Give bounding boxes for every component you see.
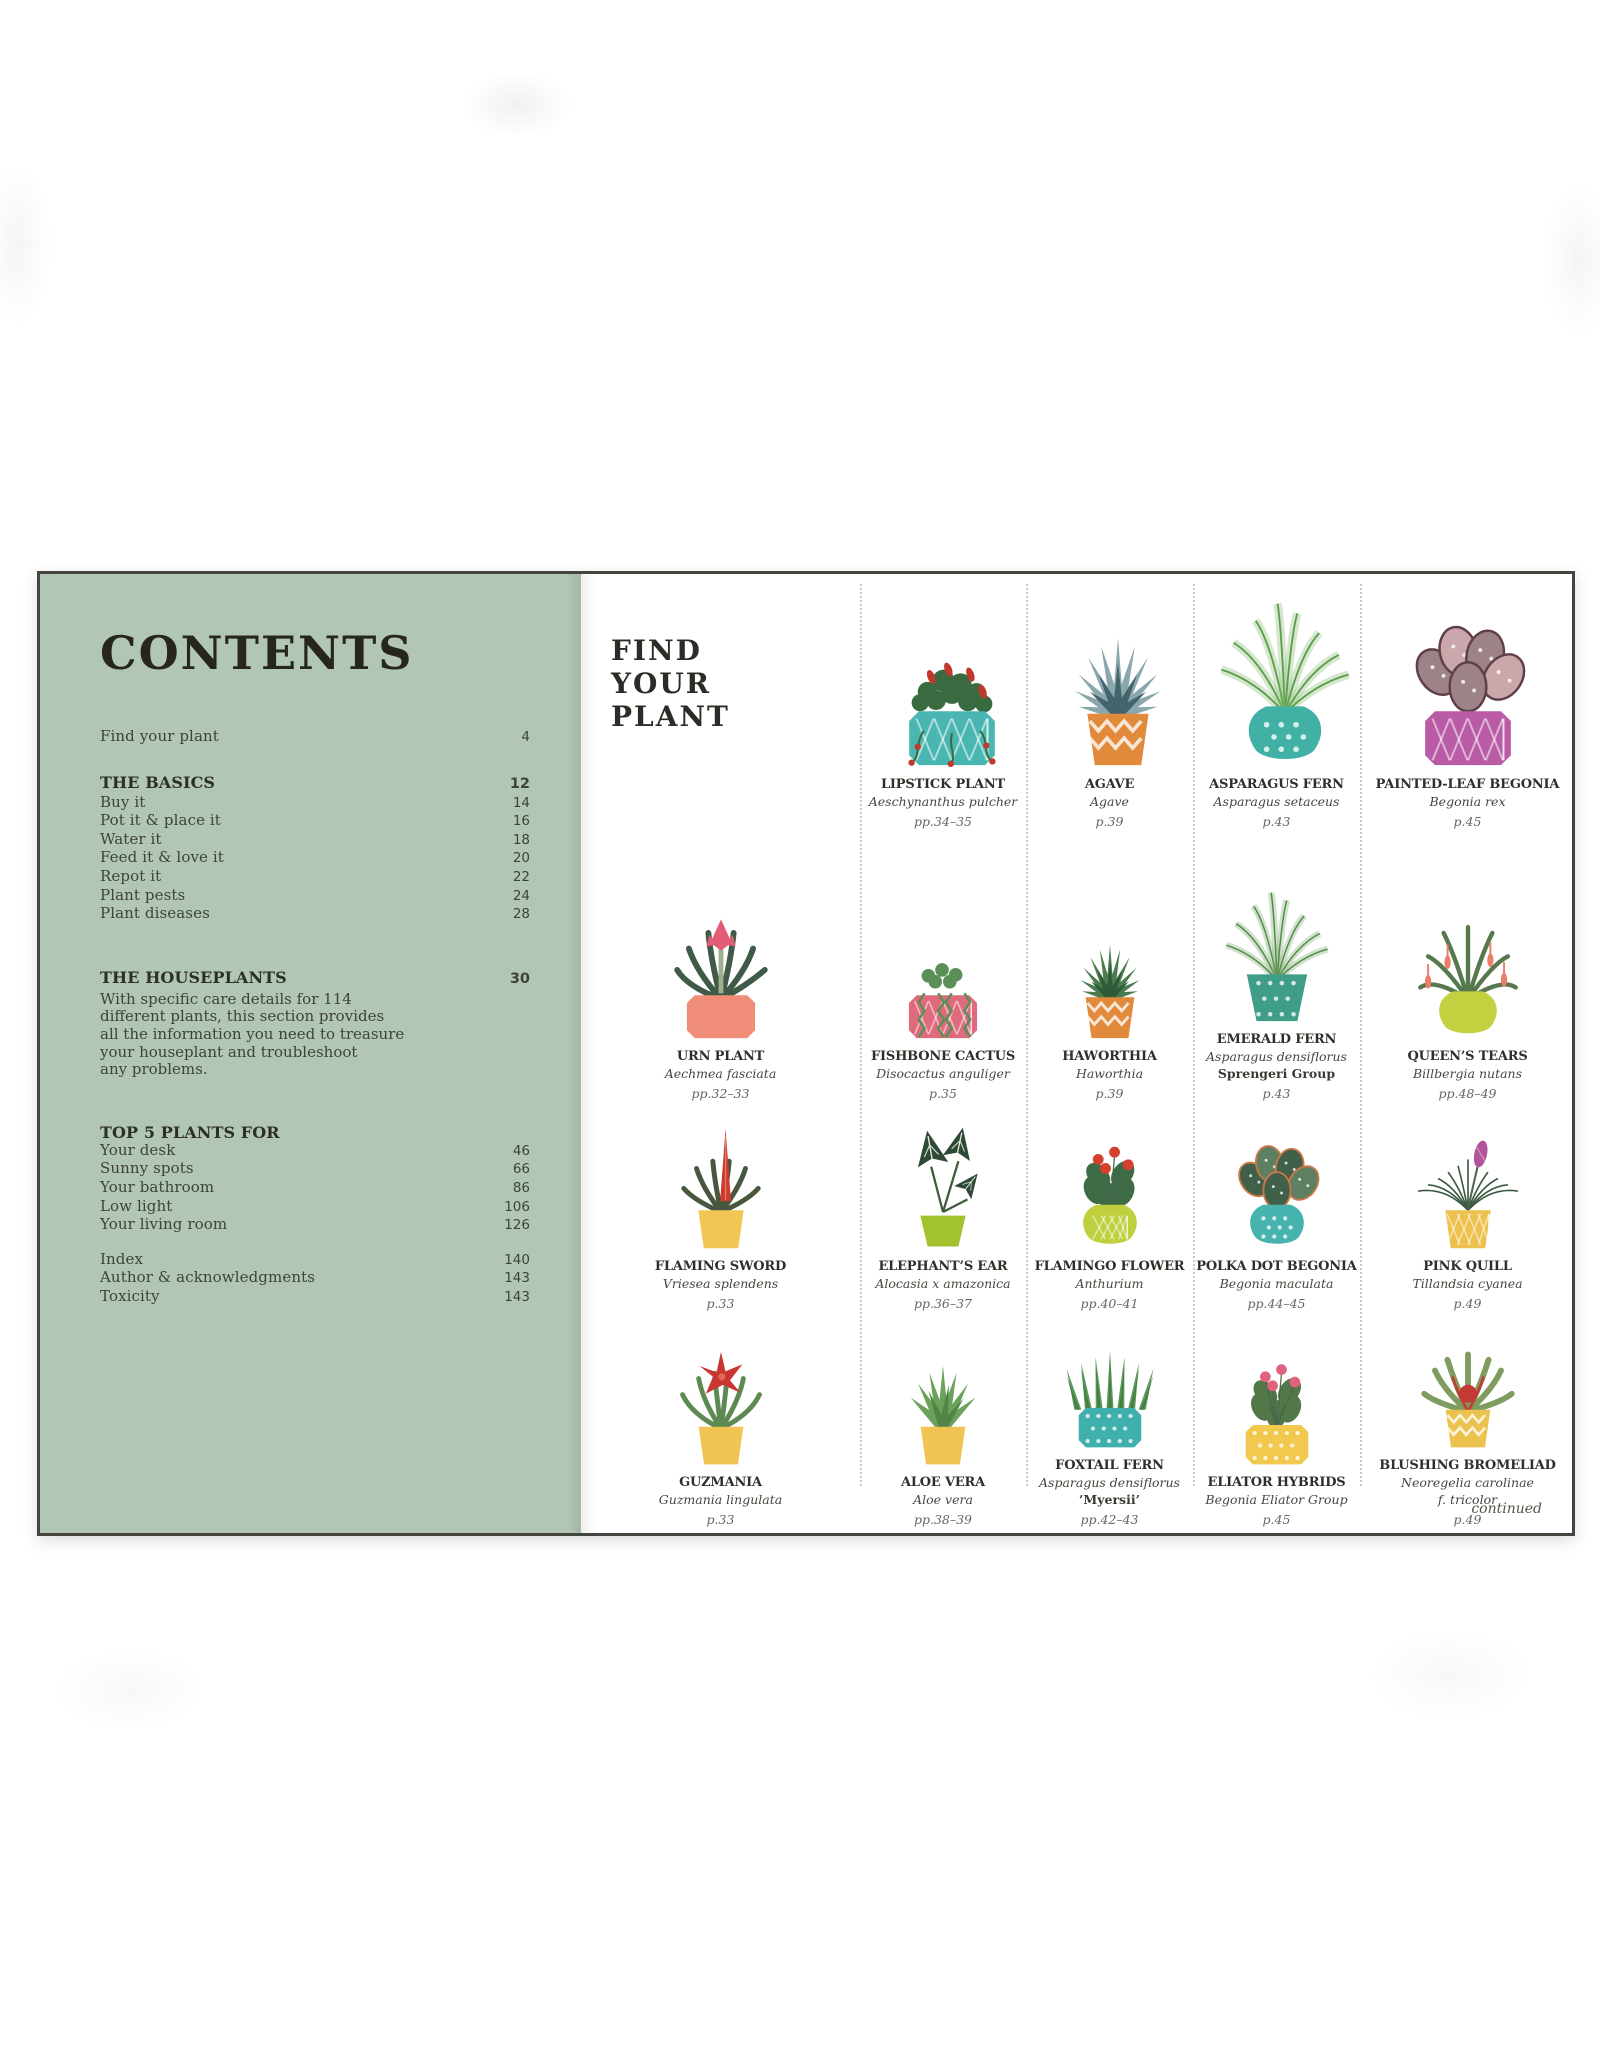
toc-row: [100, 812, 530, 831]
toc-row: [100, 1179, 530, 1198]
plant-latin-name: Anthurium: [1075, 1276, 1144, 1291]
page-title-line: PLANT: [611, 700, 730, 733]
plant-illustration: [1209, 1114, 1345, 1252]
plant-name: ELEPHANT’S EAR: [878, 1259, 1008, 1274]
plant-cell: [1026, 1316, 1193, 1532]
plant-cell: [860, 1106, 1026, 1316]
plant-illustration: [1400, 1114, 1536, 1252]
plant-cell: [1193, 1106, 1360, 1316]
plant-latin-name: Neoregelia carolinae: [1401, 1475, 1534, 1490]
plant-name: FLAMING SWORD: [654, 1259, 787, 1274]
plant-cell: [1360, 1316, 1575, 1532]
plant-illustration: [860, 584, 1044, 770]
toc-row: [100, 794, 530, 813]
plant-page-ref: pp.48–49: [1438, 1086, 1497, 1101]
toc-row: [100, 968, 530, 989]
plant-name: AGAVE: [1084, 777, 1135, 792]
toc-row: [100, 1142, 530, 1161]
plant-name: ASPARAGUS FERN: [1209, 777, 1344, 792]
plant-illustration: [653, 1114, 789, 1252]
toc-page-number: 46: [512, 1142, 530, 1159]
toc-row: [100, 773, 530, 794]
plant-latin-name: Alocasia x amazonica: [875, 1276, 1011, 1291]
plant-page-ref: pp.34–35: [913, 814, 973, 829]
plant-page-ref: p.33: [706, 1512, 735, 1527]
plant-latin-name: Disocactus anguliger: [876, 1066, 1010, 1081]
toc-page-number: 18: [512, 831, 530, 848]
plant-latin-name: Aloe vera: [913, 1492, 973, 1507]
toc-page-number: 143: [504, 1270, 530, 1287]
plant-page-ref: pp.32–33: [691, 1086, 750, 1101]
houseplants-description: [100, 991, 530, 1079]
photo-smudge: [0, 165, 52, 325]
description-line: any problems.: [100, 1060, 208, 1079]
plant-illustration: [1037, 894, 1183, 1042]
plant-name: PAINTED-LEAF BEGONIA: [1375, 777, 1560, 792]
plant-page-ref: pp.44–45: [1247, 1296, 1306, 1311]
plant-illustration: [1043, 1315, 1177, 1451]
plant-page-ref: pp.40–41: [1080, 1296, 1139, 1311]
description-line: all the information you need to treasure: [100, 1024, 405, 1043]
toc-page-number: 140: [504, 1251, 530, 1268]
plant-latin-name: Begonia Eliator Group: [1205, 1492, 1348, 1507]
plant-latin-name: Sprengeri Group: [1217, 1066, 1336, 1081]
toc-label: Find your plant: [100, 727, 219, 745]
plant-name: ALOE VERA: [900, 1475, 986, 1490]
toc-page-number: 28: [512, 906, 530, 923]
plant-name: QUEEN’S TEARS: [1407, 1049, 1528, 1064]
plant-page-ref: p.39: [1095, 1086, 1124, 1101]
plant-cell: [1193, 574, 1360, 834]
plant-illustration: [654, 1332, 788, 1468]
plant-page-ref: p.33: [706, 1296, 735, 1311]
toc-label: Pot it & place it: [100, 811, 221, 830]
plant-page-ref: pp.38–39: [913, 1512, 973, 1527]
photo-smudge: [462, 72, 572, 138]
contents-title: CONTENTS: [100, 626, 414, 680]
plant-latin-name: Haworthia: [1075, 1066, 1144, 1081]
toc-label: Toxicity: [100, 1286, 160, 1305]
toc-row: [100, 1198, 530, 1217]
plant-name: EMERALD FERN: [1216, 1032, 1337, 1047]
continued-label: continued: [1471, 1501, 1542, 1517]
plant-page-ref: p.49: [1453, 1512, 1482, 1527]
plant-illustration: [870, 894, 1016, 1042]
description-line: different plants, this section provides: [100, 1007, 385, 1026]
toc-label: Your desk: [100, 1140, 176, 1159]
plant-latin-name: Billbergia nutans: [1412, 1066, 1523, 1081]
plant-latin-name: Asparagus densiflorus: [1206, 1049, 1347, 1064]
toc-label: TOP 5 PLANTS FOR: [100, 1122, 280, 1142]
description-line: With specific care details for 114: [100, 989, 352, 1008]
toc-row: [100, 1160, 530, 1179]
toc-label: Your living room: [100, 1215, 228, 1234]
toc-page-number: 66: [512, 1161, 530, 1178]
plant-illustration: [1376, 584, 1560, 770]
plant-page-ref: p.35: [929, 1086, 957, 1101]
table-of-contents: [100, 728, 530, 1306]
plant-illustration: [875, 1114, 1011, 1252]
plant-name: FOXTAIL FERN: [1055, 1458, 1164, 1473]
plant-cell: [1360, 574, 1575, 834]
plant-cell: [1026, 1106, 1193, 1316]
plant-illustration: [1395, 894, 1541, 1042]
plant-cell: [1193, 1316, 1360, 1532]
description-line: your houseplant and troubleshoot: [100, 1042, 358, 1061]
toc-label: Index: [100, 1249, 144, 1268]
toc-label: THE HOUSEPLANTS: [100, 967, 287, 987]
photo-smudge: [1544, 185, 1600, 335]
plant-name: POLKA DOT BEGONIA: [1196, 1259, 1357, 1274]
toc-label: Water it: [100, 829, 162, 848]
plant-cell: [860, 1316, 1026, 1532]
plant-latin-name: Agave: [1090, 794, 1129, 809]
plant-grid: [581, 574, 1572, 1533]
toc-page-number: 30: [509, 970, 530, 987]
toc-label: Repot it: [100, 866, 162, 885]
plant-page-ref: p.49: [1453, 1296, 1482, 1311]
toc-label: Feed it & love it: [100, 848, 224, 867]
plant-illustration: [1210, 1332, 1344, 1468]
plant-name: PINK QUILL: [1423, 1259, 1512, 1274]
toc-page-number: 86: [512, 1179, 530, 1196]
plant-page-ref: pp.36–37: [913, 1296, 973, 1311]
toc-row: [100, 1216, 530, 1235]
plant-cell: [1026, 834, 1193, 1106]
toc-row: [100, 849, 530, 868]
plant-page-ref: p.43: [1262, 814, 1291, 829]
plant-name: BLUSHING BROMELIAD: [1379, 1458, 1556, 1473]
toc-label: THE BASICS: [100, 772, 216, 792]
plant-latin-name: Begonia maculata: [1219, 1276, 1334, 1291]
toc-page-number: 143: [504, 1288, 530, 1305]
toc-row: [100, 1251, 530, 1270]
toc-label: Buy it: [100, 792, 146, 811]
toc-label: Low light: [100, 1196, 173, 1215]
plant-cell: [860, 574, 1026, 834]
plant-illustration: [1026, 584, 1210, 770]
plant-cell: [1026, 574, 1193, 834]
plant-cell: [1193, 834, 1360, 1106]
plant-cell: [860, 834, 1026, 1106]
plant-page-ref: p.39: [1095, 814, 1124, 829]
page-title-line: FIND: [611, 634, 702, 667]
toc-row: [100, 868, 530, 887]
contents-page: [40, 574, 581, 1533]
page-title-line: YOUR: [611, 667, 712, 700]
plant-latin-name: Begonia rex: [1429, 794, 1506, 809]
plant-page-ref: p.45: [1453, 814, 1482, 829]
toc-row: [100, 1269, 530, 1288]
toc-label: Plant diseases: [100, 904, 210, 923]
plant-latin-name: f. tricolor: [1437, 1492, 1498, 1507]
plant-name: ELIATOR HYBRIDS: [1207, 1475, 1346, 1490]
plant-name: LIPSTICK PLANT: [880, 777, 1006, 792]
plant-cell: [1360, 1106, 1575, 1316]
toc-page-number: 16: [512, 813, 530, 830]
plant-page-ref: p.43: [1262, 1086, 1291, 1101]
book-spread: [37, 571, 1575, 1536]
plant-cell: [581, 1316, 860, 1532]
plant-name: HAWORTHIA: [1062, 1049, 1157, 1064]
toc-label: Sunny spots: [100, 1159, 194, 1178]
plant-name: GUZMANIA: [679, 1475, 762, 1490]
plant-latin-name: Aechmea fasciata: [664, 1066, 777, 1081]
toc-page-number: 12: [509, 775, 530, 792]
toc-page-number: 4: [521, 729, 530, 745]
plant-name: FLAMINGO FLOWER: [1034, 1259, 1185, 1274]
toc-row: [100, 728, 530, 747]
plant-illustration: [1193, 584, 1377, 770]
toc-page-number: 22: [512, 868, 530, 885]
toc-row: [100, 1288, 530, 1307]
plant-latin-name: Asparagus densiflorus: [1039, 1475, 1180, 1490]
plant-page-ref: pp.42–43: [1080, 1512, 1139, 1527]
toc-row: [100, 1123, 530, 1142]
plant-name: URN PLANT: [676, 1049, 765, 1064]
find-your-plant-page: [581, 574, 1572, 1533]
plant-illustration: [1042, 1114, 1178, 1252]
plant-cell: [1360, 834, 1575, 1106]
toc-label: Plant pests: [100, 885, 186, 904]
plant-illustration: [1401, 1315, 1535, 1451]
plant-latin-name: Tillandsia cyanea: [1412, 1276, 1523, 1291]
toc-page-number: 14: [512, 794, 530, 811]
toc-row: [100, 831, 530, 850]
plant-name: FISHBONE CACTUS: [870, 1049, 1016, 1064]
toc-label: Your bathroom: [100, 1177, 215, 1196]
photo-smudge: [55, 1650, 205, 1730]
plant-latin-name: Aeschynanthus pulcher: [868, 794, 1018, 809]
plant-latin-name: ’Myersii’: [1079, 1492, 1140, 1507]
toc-page-number: 106: [504, 1198, 530, 1215]
toc-row: [100, 887, 530, 906]
plant-cell: [581, 1106, 860, 1316]
toc-page-number: 20: [512, 850, 530, 867]
plant-illustration: [876, 1332, 1010, 1468]
plant-latin-name: Vriesea splendens: [662, 1276, 779, 1291]
plant-cell: [581, 834, 860, 1106]
toc-page-number: 126: [504, 1217, 530, 1234]
plant-latin-name: Asparagus setaceus: [1213, 794, 1340, 809]
plant-latin-name: Guzmania lingulata: [658, 1492, 783, 1507]
photo-smudge: [1370, 1630, 1530, 1720]
plant-illustration: [1204, 877, 1350, 1025]
toc-row: [100, 905, 530, 924]
toc-label: Author & acknowledgments: [100, 1268, 315, 1287]
plant-page-ref: p.45: [1262, 1512, 1291, 1527]
toc-page-number: 24: [512, 887, 530, 904]
plant-illustration: [648, 894, 794, 1042]
